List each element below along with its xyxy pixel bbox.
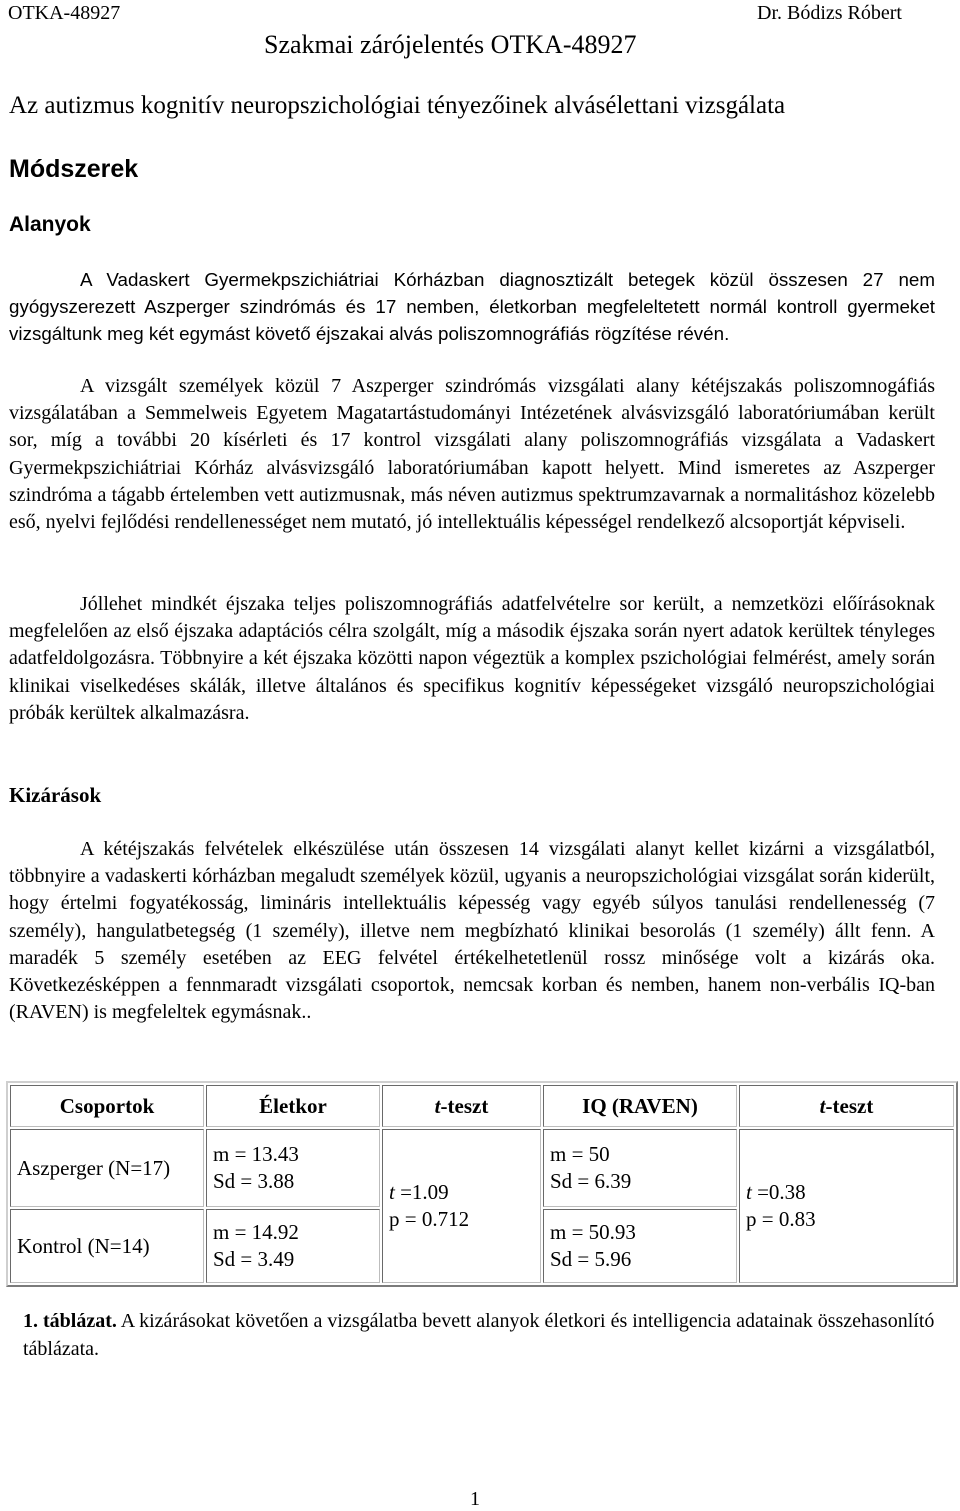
- iq-sd: Sd = 5.96: [550, 1247, 632, 1271]
- caption-label: 1. táblázat.: [23, 1310, 117, 1332]
- table-header-row: [10, 1085, 954, 1127]
- age-ttest-cell: [382, 1129, 541, 1283]
- t-symbol: t: [819, 1093, 826, 1118]
- comparison-table: [6, 1081, 958, 1287]
- iq-t-value: [746, 1179, 947, 1206]
- project-id: OTKA-48927: [8, 2, 121, 24]
- age-t-value: [389, 1179, 534, 1206]
- iq-mean: m = 50: [550, 1142, 610, 1166]
- age-sd: Sd = 3.49: [213, 1247, 295, 1271]
- t-value: =1.09: [394, 1180, 449, 1204]
- report-title: Szakmai zárójelentés OTKA-48927: [264, 30, 637, 59]
- t-symbol: t: [434, 1093, 441, 1118]
- age-cell: [206, 1209, 380, 1283]
- iq-cell: [543, 1129, 737, 1207]
- labs-paragraph: A vizsgált személyek közül 7 Aszperger szindrómás vizsgálati alany kétéjszakás poliszomnogáfiás vizsgálatában a Semmelweis Egyetem Magatartástudományi Intézetének alvásvizsgáló laboratóriumában került sor, míg a további 20 kísérleti és 17 kontrol vizsgálati alany poliszomnográfiás vizsgálata a Vadaskert Gyermekpszichiátriai Kórház alvásvizsgáló laboratóriumában kapott helyett. Mind ismeretes az Aszperger szindróma a tágabb értelemben vett autizmusnak, más néven autizmus spektrumzavarnak a normalitáshoz közelebb eső, nyelvi fejlődési rendellenességet nem mutató, jó intellektuális képességel rendelkező alcsoportját képviseli.: [9, 375, 935, 534]
- age-mean: m = 13.43: [213, 1142, 299, 1166]
- iq-p-value: p = 0.83: [746, 1207, 816, 1231]
- page-number: 1: [470, 1488, 480, 1510]
- procedure-paragraph: Jóllehet mindkét éjszaka teljes poliszomnográfiás adatfelvételre sor került, a nemzetközi előírásoknak megfelelően az első éjszaka adaptációs célra szolgált, míg a második éjszaka során nyert adatok kerültek tényleges adatfeldolgozásra. Többnyire a két éjszaka közötti napon végeztük a komplex pszichológiai felmérést, amely során klinikai viselkedéses skálák, illetve általános és specifikus kognitív képességeket vizsgáló neuropszichológiai próbák kerültek alkalmazásra.: [9, 593, 935, 724]
- age-mean: m = 14.92: [213, 1220, 299, 1244]
- caption-text: A kizárásokat követően a vizsgálatba bevett alanyok életkori és intelligencia adatainak összehasonlító táblázata.: [23, 1310, 935, 1360]
- group-cell: Aszperger (N=17): [10, 1129, 204, 1207]
- t-symbol: t: [389, 1180, 395, 1204]
- header-iq: IQ (RAVEN): [543, 1085, 737, 1127]
- group-cell: Kontrol (N=14): [10, 1209, 204, 1283]
- iq-cell: [543, 1209, 737, 1283]
- methods-heading: Módszerek: [9, 155, 139, 183]
- iq-sd: Sd = 6.39: [550, 1169, 632, 1193]
- iq-mean: m = 50.93: [550, 1220, 636, 1244]
- iq-ttest-cell: [739, 1129, 954, 1283]
- document-title: Az autizmus kognitív neuropszichológiai tényezőinek alvásélettani vizsgálata: [9, 92, 786, 119]
- header-ttest-age: [382, 1085, 541, 1127]
- exclusions-heading: Kizárások: [9, 783, 102, 807]
- author-name: Dr. Bódizs Róbert: [757, 2, 902, 24]
- header-group: Csoportok: [10, 1085, 204, 1127]
- age-cell: [206, 1129, 380, 1207]
- subjects-paragraph: A Vadaskert Gyermekpszichiátriai Kórházban diagnosztizált betegek közül összesen 27 nem gyógyszerezett Aszperger szindrómás és 17 nemben, életkorban megfeleltetett normál kontroll gyermeket vizsgáltunk meg két egymást követő éjszakai alvás poliszomnográfiás rögzítése révén.: [9, 269, 935, 344]
- table-caption: [23, 1307, 958, 1363]
- exclusions-paragraph: A kétéjszakás felvételek elkészülése után összesen 14 vizsgálati alanyt kellet kizárni a vizsgálatból, többnyire a vadaskerti kórházban megaludt személyek közül, ugyanis a neuropszichológiai vizsgálat során kiderült, hogy értelmi fogyatékosság, limináris intellektuális képesség vagy egyéb súlyos tanulási rendellenesség (7 személy), hangulatbetegség (1 személy), illetve nem megbízható klinikai besorolás (1 személy) állt fenn. A maradék 5 személy esetében az EEG felvétel értékelhetetlenül rossz minősége volt a kizárás oka. Következésképpen a fennmaradt vizsgálati csoportok, nemcsak korban és nemben, hanem non-verbális IQ-ban (RAVEN) is megfeleltek egymásnak..: [9, 838, 935, 1024]
- age-p-value: p = 0.712: [389, 1207, 470, 1231]
- t-value: =0.38: [751, 1180, 806, 1204]
- subjects-heading: Alanyok: [9, 213, 91, 236]
- table-row: [10, 1129, 954, 1207]
- age-sd: Sd = 3.88: [213, 1169, 295, 1193]
- header-age: Életkor: [206, 1085, 380, 1127]
- ttest-suffix: -teszt: [440, 1093, 489, 1118]
- t-symbol: t: [746, 1180, 752, 1204]
- header-ttest-iq: [739, 1085, 954, 1127]
- ttest-suffix: -teszt: [825, 1093, 874, 1118]
